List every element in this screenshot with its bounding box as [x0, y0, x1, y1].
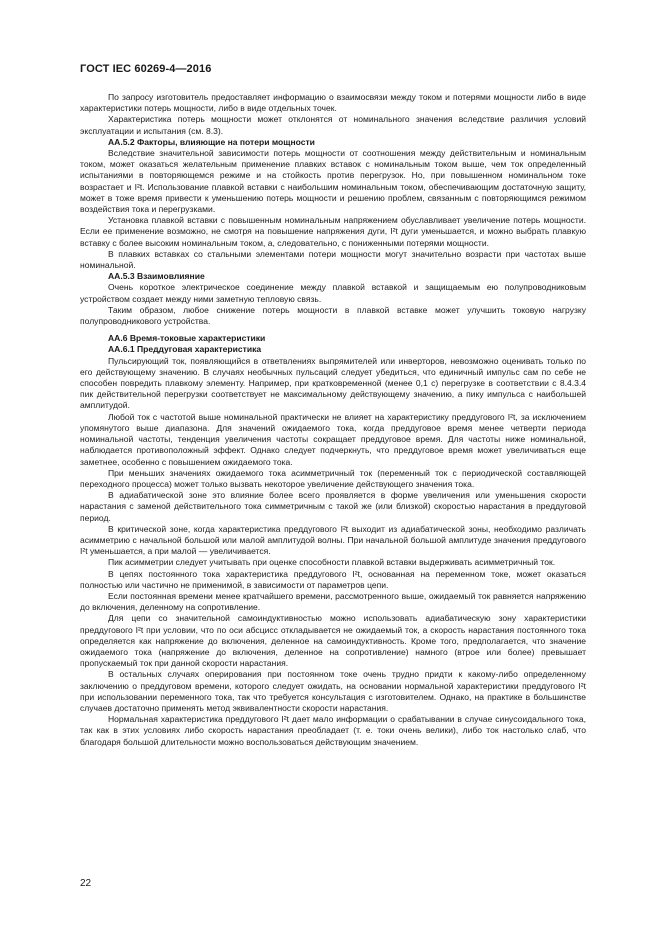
- paragraph: Вследствие значительной зависимости потерь мощности от соотношения между действительным и номинальным током, может оказаться желательным применение плавких вставок с номинальным током выше, чем ток определенный испытаниями в повторяющемся режиме и на стойкость против перегрузок. Но, при повышенном номинальном токе возрастает и I²t. Использование плавкой вставки с наибольшим номинальным током, обеспечивающим достаточную защиту, может в тоже время привести к уменьшению потерь мощности и решению проблем, связанным с повторяющимся режимом воздействия тока и перегрузками.: [80, 148, 586, 215]
- paragraph: Нормальная характеристика преддугового I²t дает мало информации о срабатывании в случае синусоидального тока, так как в этих условиях либо скорость нарастания преобладает (т. е. токи очень велики), либо ток настолько слаб, что благодаря большой длительности можно воспользоваться действующим значением.: [80, 714, 586, 747]
- section-heading: АА.6.1 Преддуговая характеристика: [108, 344, 262, 355]
- paragraph: В цепях постоянного тока характеристика преддугового I²t, основанная на переменном токе, может оказаться полностью или частично не применимой, в зависимости от параметров цепи.: [80, 568, 586, 590]
- paragraph: Установка плавкой вставки с повышенным номинальным напряжением обуславливает увеличение потерь мощности. Если ее применение возможно, не смотря на повышение напряжения дуги, I²t дуги уменьшается, и можно выбрать плавкую вставку с более высоким номинальным током, а, следовательно, с пониженными потерями мощности.: [80, 215, 586, 248]
- paragraph: Очень короткое электрическое соединение между плавкой вставкой и защищаемым ею полупроводниковым устройством создает между ними заметную тепловую связь.: [80, 282, 586, 304]
- paragraph: Пик асимметрии следует учитывать при оценке способности плавкой вставки выдерживать асимметричный ток.: [108, 557, 556, 568]
- paragraph: По запросу изготовитель предоставляет информацию о взаимосвязи между током и потерями мощности либо в виде характеристики потерь мощности, либо в виде отдельных точек.: [80, 92, 586, 114]
- paragraph: Пульсирующий ток, появляющийся в ответвлениях выпрямителей или инверторов, невозможно оценивать только по его действующему значению. В случаях необычных пульсаций следует убедиться, что единичный импульс сам по себе не способен повредить плавкому элементу. Например, при кратковременной (менее 0,1 с) перегрузке в соответствии с 8.4.3.4 пик действительной перегрузки соответствует не максимальному действующему значению, а пику импульса с наибольшей амплитудой.: [80, 355, 586, 411]
- paragraph: Если постоянная времени менее кратчайшего времени, рассмотренного выше, ожидаемый ток равняется напряжению до включения, деленному на сопротивление.: [80, 590, 586, 613]
- section-heading: АА.5.2 Факторы, влияющие на потери мощности: [108, 136, 315, 147]
- document-header: ГОСТ IEC 60269-4—2016: [80, 63, 212, 75]
- paragraph: В критической зоне, когда характеристика преддугового I²t выходит из адиабатической зоны, необходимо различать асимметрию с начальной большой или малой амплитудой волны. При начальной большой амплитуде значения преддугового I²t уменьшается, а при малой — увеличивается.: [80, 523, 586, 557]
- paragraph: Для цепи со значительной самоиндуктивностью можно использовать адиабатическую зону характеристики преддугового I²t при условии, что по оси абсцисс откладывается не ожидаемый ток, а скорость нарастания постоянного тока определяется как напряжение до включения, деленное на самоиндуктивность. Кроме того, предполагается, что значение ожидаемого тока (напряжение до включения, деленное на сопротивление) намного (втрое или более) превышает пропускаемый ток при данной скорости нарастания.: [80, 613, 586, 669]
- section-heading: АА.6 Время-токовые характеристики: [108, 333, 266, 344]
- paragraph: Характеристика потерь мощности может отклонятся от номинального значения вследствие различия условий эксплуатации и испытания (см. 8.3).: [80, 114, 586, 136]
- paragraph: Таким образом, любое снижение потерь мощности в плавкой вставке может улучшить токовую нагрузку полупроводникового устройства.: [80, 304, 586, 327]
- page-number: 22: [80, 878, 92, 889]
- page-body: [80, 92, 586, 748]
- paragraph: В адиабатической зоне это влияние более всего проявляется в форме увеличения или уменьшения скорости нарастания с заменой действительного тока симметричным с такой же (или близкой) скоростью нарастания в преддуговой период.: [80, 490, 586, 523]
- paragraph: При меньших значениях ожидаемого тока асимметричный ток (переменный ток с периодической составляющей переходного процесса) может только вызвать некоторое увеличение действующего значения тока.: [80, 467, 586, 489]
- paragraph: Любой ток с частотой выше номинальной практически не влияет на характеристику преддугового I²t, за исключением упомянутого выше диапазона. Для значений ожидаемого тока, когда преддуговое время менее четверти периода номинальной частоты, тенденция увеличения частоты сокращает преддуговое время. Для частоты ниже номинальной, наблюдается противоположный эффект. Однако следует подчеркнуть, что преддуговое время может увеличиваться еще заметнее, особенно с повышением ожидаемого тока.: [80, 411, 586, 467]
- paragraph: В остальных случаях оперирования при постоянном токе очень трудно придти к какому-либо определенному заключению о преддуговом времени, которого следует ожидать, на основании нормальной характеристики преддугового I²t при использовании переменного тока, так что требуется консультация с изготовителем. Однако, на практике в большинстве случаев достаточно применять метод эквивалентности скорости нарастания.: [80, 669, 586, 713]
- paragraph: В плавких вставках со стальными элементами потери мощности могут значительно возрасти при частотах выше номинальной.: [80, 248, 586, 271]
- section-heading: АА.5.3 Взаимовлияние: [108, 271, 205, 282]
